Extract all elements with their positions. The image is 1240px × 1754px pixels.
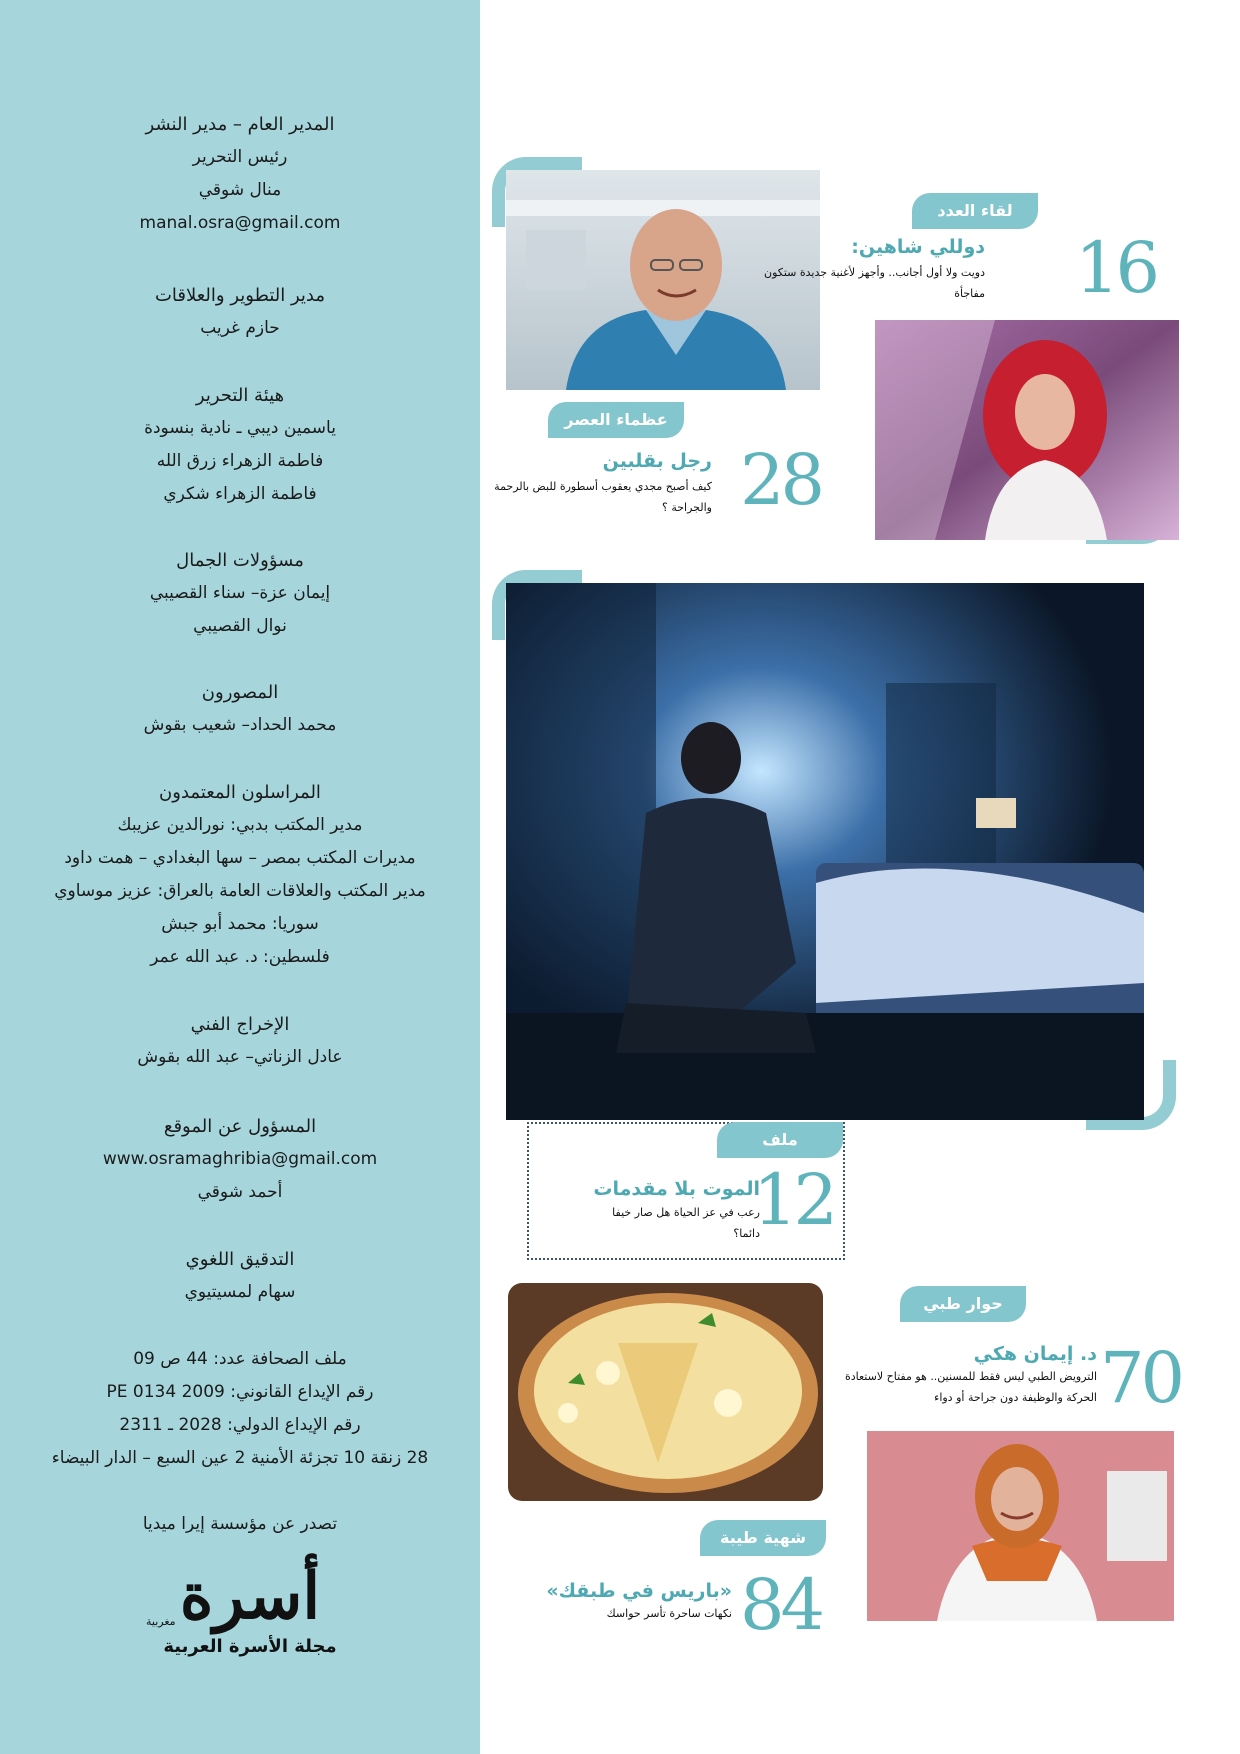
art-direction-title: الإخراج الفني (190, 1014, 290, 1035)
correspondents-title: المراسلون المعتمدون (159, 782, 321, 803)
press-file-number: ملف الصحافة عدد: 44 ص 09 (133, 1349, 347, 1369)
development-title: مدير التطوير والعلاقات (154, 285, 326, 306)
medical-title[interactable]: د. إيمان هكي (973, 1343, 1097, 1365)
section-label-interview: لقاء العدد (912, 193, 1038, 229)
website-manager: أحمد شوقي (197, 1182, 283, 1202)
editorial-title: هيئة التحرير (195, 385, 285, 406)
section-label-recipe: شهية طيبة (700, 1520, 826, 1556)
publisher-title: المدير العام – مدير النشر (145, 114, 335, 135)
masthead-legal (20, 1343, 460, 1475)
editor-in-chief-role: رئيس التحرير (192, 147, 288, 167)
website-email[interactable]: www.osramaghribia@gmail.com (102, 1149, 378, 1169)
beauty-member: نوال القصيبي (193, 616, 287, 636)
masthead-development (20, 279, 460, 345)
photographers-title: المصورون (201, 682, 279, 703)
logo-tag: مغربية (146, 1615, 176, 1628)
beauty-title: مسؤولات الجمال (176, 550, 304, 571)
section-label-dossier: ملف (717, 1122, 843, 1158)
art-direction-names: عادل الزناتي– عبد الله بقوش (137, 1047, 343, 1067)
masthead-proofreading (20, 1243, 460, 1309)
masthead-art-direction (20, 1008, 460, 1074)
recipe-summary: نكهات ساحرة تأسر حواسك (606, 1607, 732, 1620)
beauty-member: إيمان عزة– سناء القصيبي (149, 583, 331, 603)
masthead-publisher-line (20, 1508, 460, 1541)
correspondent-line: مديرات المكتب بمصر – سها البغدادي – همت داود (64, 848, 416, 868)
page-number-28[interactable]: 28 (740, 439, 822, 521)
masthead-photographers (20, 676, 460, 742)
greats-summary: كيف أصبح مجدي يعقوب أسطورة للبض بالرحمة والجراحة ؟ (494, 480, 712, 514)
masthead-website (20, 1110, 460, 1209)
address: 28 زنقة 10 تجزئة الأمنية 2 عين السبع – الدار البيضاء (51, 1448, 429, 1468)
correspondent-line: فلسطين: د. عبد الله عمر (150, 947, 330, 967)
proofreading-name: سهام لمسيتيوي (184, 1282, 296, 1302)
correspondent-line: مدير المكتب بدبي: نورالدين عزيبك (117, 815, 363, 835)
interview-title[interactable]: دوللي شاهين: (851, 236, 985, 258)
medical-summary: الترويض الطبي ليس فقط للمسنين.. هو مفتاح لاستعادة الحركة والوظيفة دون جراحة أو دواء (844, 1370, 1097, 1404)
correspondent-line: سوريا: محمد أبو جبش (161, 914, 319, 934)
logo-subtitle: مجلة الأسرة العربية (163, 1636, 337, 1657)
masthead-correspondents (20, 776, 460, 974)
editor-in-chief-name: منال شوقي (198, 180, 282, 200)
portrait-medical-doctor-photo[interactable] (867, 1431, 1174, 1621)
masthead-editorial (20, 379, 460, 511)
section-label-medical: حوار طبي (900, 1286, 1026, 1322)
dossier-title[interactable]: الموت بلا مقدمات (593, 1178, 760, 1200)
photographers-names: محمد الحداد– شعيب بقوش (143, 715, 337, 735)
recipe-photo[interactable] (508, 1283, 823, 1501)
interview-summary: دويت ولا أول أجانب.. وأجهز لأغنية جديدة ستكون مفاجأة (764, 266, 985, 300)
editorial-member: فاطمة الزهراء شكري (163, 484, 317, 504)
masthead-publisher (20, 108, 460, 240)
proofreading-title: التدقيق اللغوي (185, 1249, 295, 1270)
masthead-beauty (20, 544, 460, 643)
page-number-16[interactable]: 16 (1075, 227, 1157, 309)
magazine-logo (130, 1560, 370, 1680)
editorial-member: ياسمين ديبي ـ نادية بنسودة (144, 418, 336, 438)
masthead-sidebar (0, 0, 480, 1754)
greats-title[interactable]: رجل بقلبين (602, 450, 712, 472)
correspondent-line: مدير المكتب والعلاقات العامة بالعراق: عزيز موساوي (54, 881, 426, 901)
website-title: المسؤول عن الموقع (163, 1116, 317, 1137)
editor-email[interactable]: manal.osra@gmail.com (139, 213, 341, 233)
development-name: حازم غريب (200, 318, 280, 338)
main-feature-photo[interactable] (506, 583, 1144, 1120)
portrait-singer-photo[interactable] (875, 320, 1179, 540)
international-deposit: رقم الإيداع الدولي: 2028 ـ 2311 (119, 1415, 361, 1435)
publisher-line: تصدر عن مؤسسة إيرا ميديا (142, 1514, 338, 1534)
recipe-title[interactable]: «باريس في طبقك» (546, 1580, 732, 1602)
logo-word: أسرة (179, 1559, 321, 1634)
editorial-member: فاطمة الزهراء زرق الله (156, 451, 324, 471)
section-label-greats: عظماء العصر (548, 402, 684, 438)
dossier-summary: رعب في عز الحياة هل صار خيفا دائما؟ (612, 1206, 760, 1240)
page-number-12[interactable]: 12 (753, 1159, 835, 1241)
page-number-70[interactable]: 70 (1100, 1337, 1182, 1419)
page-number-84[interactable]: 84 (740, 1564, 822, 1646)
legal-deposit: رقم الإيداع القانوني: 2009 PE 0134 (106, 1382, 374, 1402)
